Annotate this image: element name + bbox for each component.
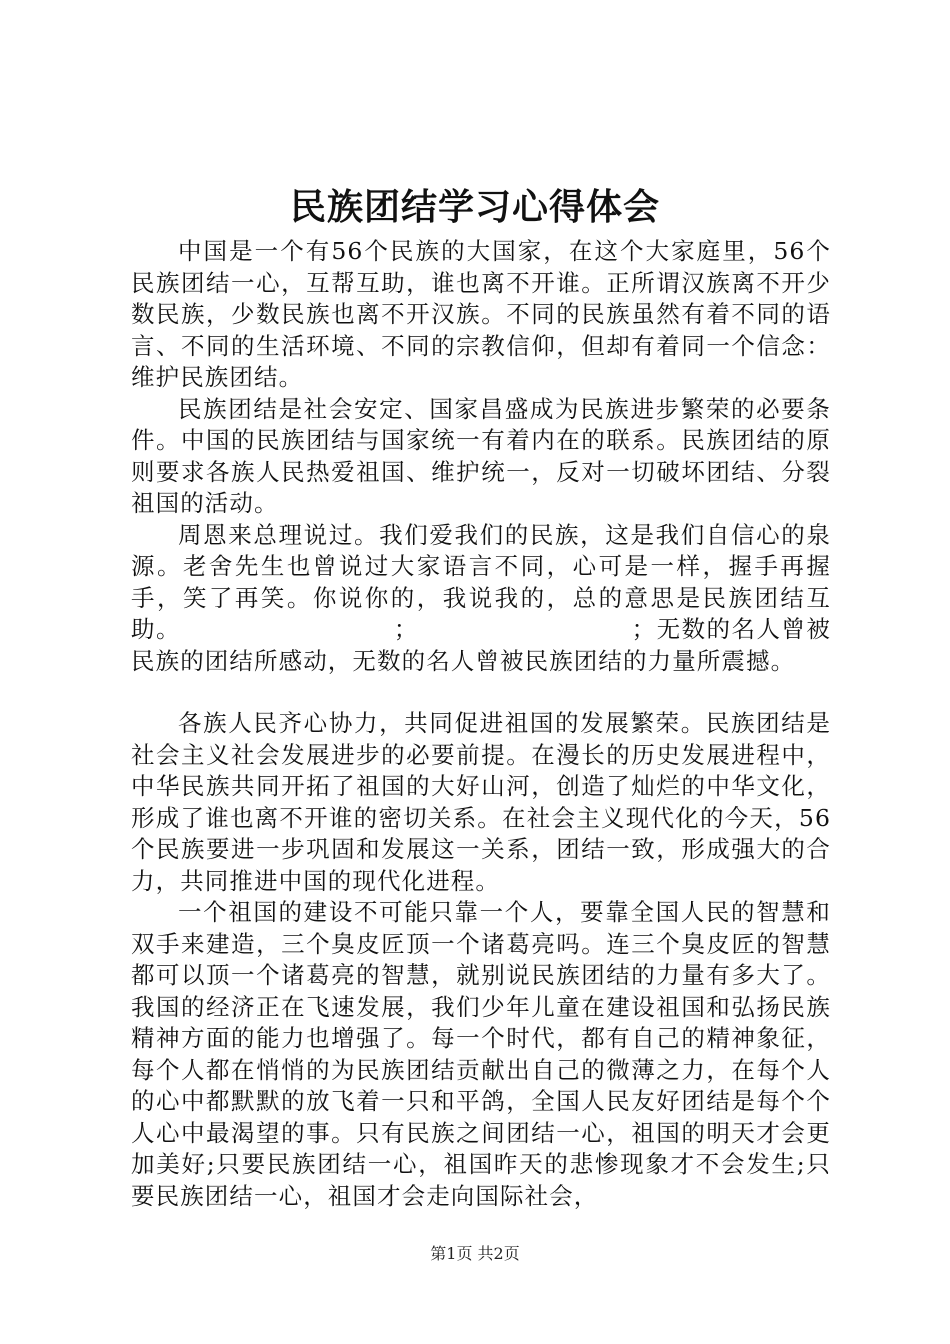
- page-number-footer: 第1页 共2页: [430, 1244, 520, 1263]
- document-title: 民族团结学习心得体会: [289, 187, 660, 228]
- document-body: [131, 236, 831, 1212]
- paragraph-1: 中国是一个有56个民族的大国家，在这个大家庭里，56个民族团结一心，互帮互助，谁也离不开谁。正所谓汉族离不开少数民族，少数民族也离不开汉族。不同的民族虽然有着不同的语言、不同的生活环境、不同的宗教信仰，但却有着同一个信念：维护民族团结。: [131, 237, 831, 391]
- paragraph-4: 各族人民齐心协力，共同促进祖国的发展繁荣。民族团结是社会主义社会发展进步的必要前提。在漫长的历史发展进程中，中华民族共同开拓了祖国的大好山河，创造了灿烂的中华文化，形成了谁也离不开谁的密切关系。在社会主义现代化的今天，56个民族要进一步巩固和发展这一关系，团结一致，形成强大的合力，共同推进中国的现代化进程。: [131, 709, 831, 895]
- paragraph-3: 周恩来总理说过。我们爱我们的民族，这是我们自信心的泉源。老舍先生也曾说过大家语言不同，心可是一样，握手再握手，笑了再笑。你说你的，我说我的，总的意思是民族团结互助。 ； ；无数的名人曾被民族的团结所感动，无数的名人曾被民族团结的力量所震撼。: [131, 520, 831, 675]
- paragraph-5: 一个祖国的建设不可能只靠一个人，要靠全国人民的智慧和双手来建造，三个臭皮匠顶一个诸葛亮吗。连三个臭皮匠的智慧都可以顶一个诸葛亮的智慧，就别说民族团结的力量有多大了。我国的经济正在飞速发展，我们少年儿童在建设祖国和弘扬民族精神方面的能力也增强了。每一个时代，都有自己的精神象征，每个人都在悄悄的为民族团结贡献出自己的微薄之力，在每个人的心中都默默的放飞着一只和平鸽，全国人民友好团结是每个个人心中最渴望的事。只有民族之间团结一心，祖国的明天才会更加美好;只要民族团结一心，祖国昨天的悲惨现象才不会发生;只要民族团结一心，祖国才会走向国际社会，: [131, 898, 831, 1210]
- paragraph-2: 民族团结是社会安定、国家昌盛成为民族进步繁荣的必要条件。中国的民族团结与国家统一有着内在的联系。民族团结的原则要求各族人民热爱祖国、维护统一，反对一切破坏团结、分裂祖国的活动。: [131, 394, 831, 517]
